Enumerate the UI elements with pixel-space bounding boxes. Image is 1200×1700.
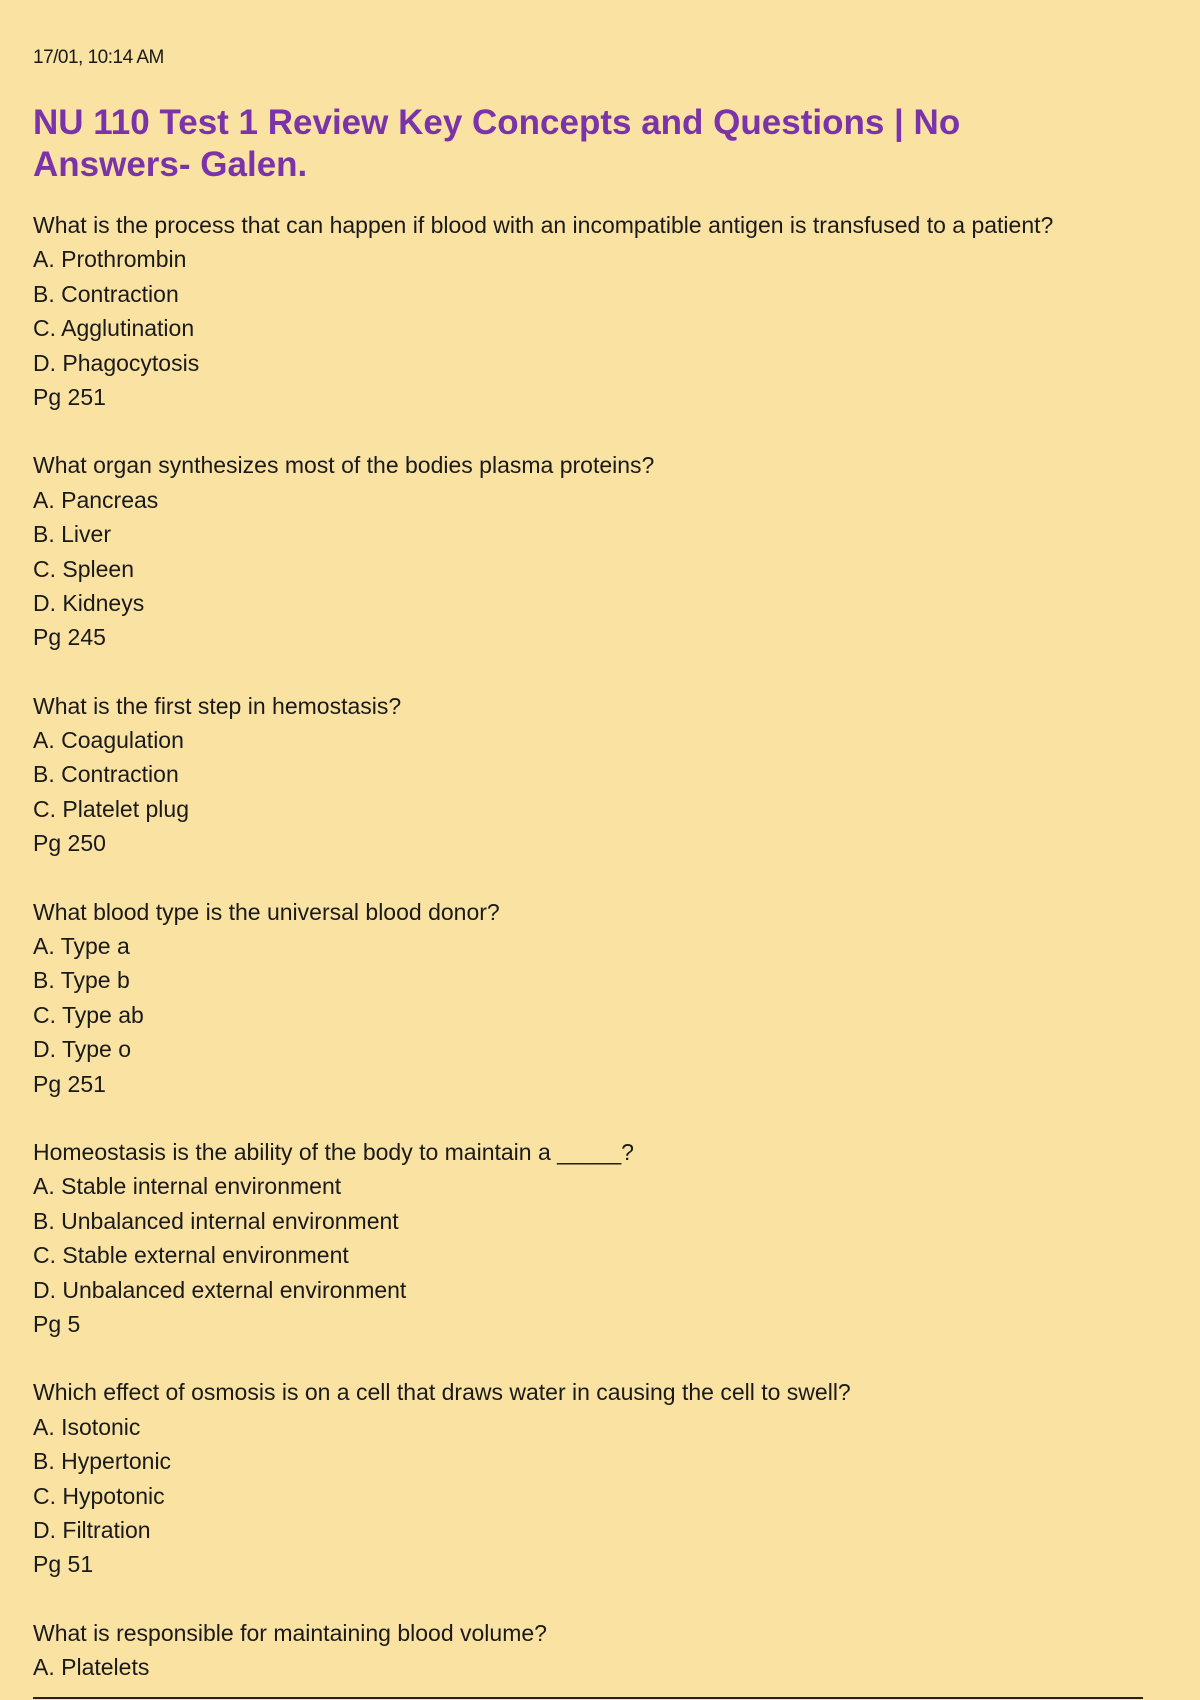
option-a: A. Pancreas [33, 486, 159, 513]
bottom-divider [33, 1697, 1143, 1699]
option-b: B. Hypertonic [33, 1448, 172, 1475]
option-c: C. Platelet plug [33, 795, 189, 822]
timestamp: 17/01, 10:14 AM [33, 47, 164, 68]
page-reference: Pg 251 [33, 1070, 106, 1097]
option-b: B. Contraction [33, 280, 179, 307]
option-a: A. Isotonic [33, 1413, 141, 1440]
question-text: What blood type is the universal blood donor? [33, 898, 500, 925]
page-title: NU 110 Test 1 Review Key Concepts and Questions | No Answers- Galen. [33, 103, 961, 184]
question-3 [33, 689, 1200, 861]
question-1 [33, 208, 1200, 414]
option-c: C. Stable external environment [33, 1242, 349, 1269]
option-a: A. Type a [33, 933, 130, 960]
option-c: C. Agglutination [33, 315, 195, 342]
page-reference: Pg 251 [33, 383, 106, 410]
option-a: A. Platelets [33, 1654, 150, 1681]
question-2 [33, 448, 1200, 654]
question-text: What organ synthesizes most of the bodies plasma proteins? [33, 452, 655, 479]
option-b: B. Type b [33, 967, 130, 994]
question-text: What is responsible for maintaining blood volume? [33, 1619, 547, 1646]
option-d: D. Filtration [33, 1516, 151, 1543]
question-7 [33, 1616, 1200, 1685]
question-text: Which effect of osmosis is on a cell that draws water in causing the cell to swell? [33, 1379, 851, 1406]
option-d: D. Kidneys [33, 589, 145, 616]
option-c: C. Type ab [33, 1001, 144, 1028]
question-text: What is the first step in hemostasis? [33, 692, 402, 719]
page-reference: Pg 245 [33, 624, 106, 651]
option-a: A. Coagulation [33, 727, 184, 754]
option-d: D. Unbalanced external environment [33, 1276, 407, 1303]
page-reference: Pg 51 [33, 1551, 94, 1578]
option-c: C. Spleen [33, 555, 135, 582]
option-b: B. Contraction [33, 761, 179, 788]
question-6 [33, 1375, 1200, 1581]
option-a: A. Stable internal environment [33, 1173, 342, 1200]
question-text: Homeostasis is the ability of the body to maintain a _____? [33, 1138, 634, 1165]
option-b: B. Liver [33, 521, 111, 548]
page-reference: Pg 250 [33, 830, 106, 857]
option-a: A. Prothrombin [33, 246, 187, 273]
question-4 [33, 895, 1200, 1101]
option-d: D. Type o [33, 1036, 132, 1063]
question-5 [33, 1135, 1200, 1341]
question-text: What is the process that can happen if blood with an incompatible antigen is transfused to a patient? [33, 212, 1054, 238]
option-b: B. Unbalanced internal environment [33, 1207, 399, 1234]
option-d: D. Phagocytosis [33, 349, 200, 376]
option-c: C. Hypotonic [33, 1482, 165, 1509]
page-reference: Pg 5 [33, 1310, 81, 1337]
